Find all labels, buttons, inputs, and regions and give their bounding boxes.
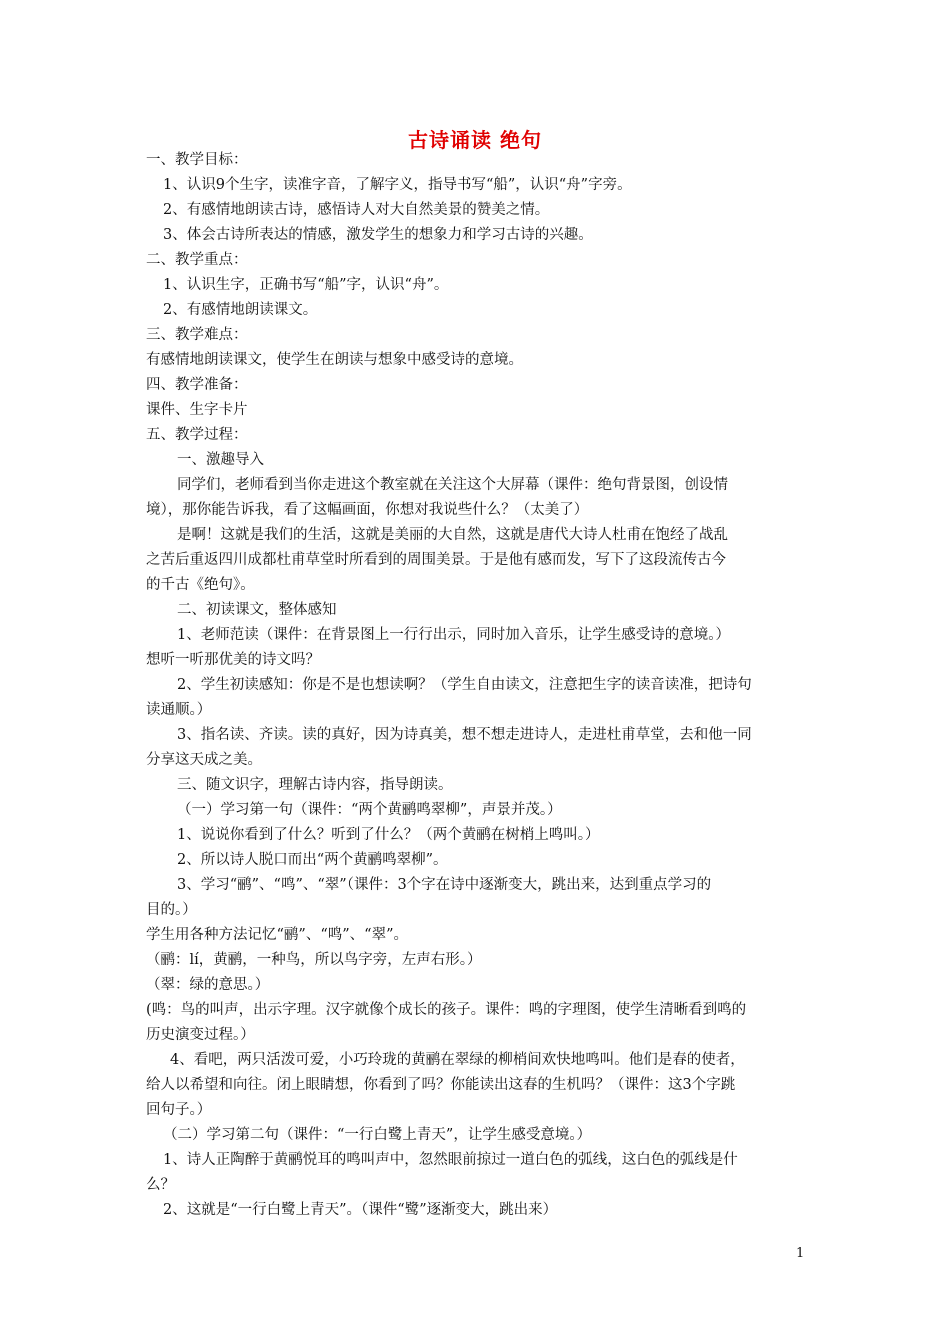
text-line: 3、学习“鹂”、“鸣”、“翠”（课件：3个字在诗中逐渐变大，跳出来，达到重点学习的: [177, 877, 712, 893]
text-line: 4、看吧，两只活泼可爱，小巧玲珑的黄鹂在翠绿的柳梢间欢快地鸣叫。他们是春的使者，: [170, 1052, 745, 1068]
text-line: 境），那你能告诉我，看了这幅画面，你想对我说些什么？（太美了）: [146, 502, 589, 518]
text-line: 一、激趣导入: [177, 452, 264, 468]
text-line: 读通顺。）: [146, 702, 212, 718]
text-line: 回句子。）: [146, 1102, 212, 1118]
text-line: 分享这天成之美。: [146, 752, 262, 768]
text-line: 学生用各种方法记忆“鹂”、“鸣”、“翠”。: [146, 927, 408, 943]
text-line: 历史演变过程。）: [146, 1027, 255, 1043]
text-line: （一）学习第一句（课件：“两个黄鹂鸣翠柳”，声景并茂。）: [177, 802, 562, 818]
text-line: 二、初读课文，整体感知: [177, 602, 337, 618]
text-line: 四、教学准备：: [146, 377, 248, 393]
text-line: 1、说说你看到了什么？听到了什么？（两个黄鹂在树梢上鸣叫。）: [177, 827, 600, 843]
text-line: 之苦后重返四川成都杜甫草堂时所看到的周围美景。于是他有感而发，写下了这段流传古今: [146, 552, 726, 568]
text-line: 1、老师范读（课件：在背景图上一行行出示，同时加入音乐，让学生感受诗的意境。）: [177, 627, 730, 643]
text-line: 1、认识生字，正确书写“船”字，认识“舟”。: [163, 277, 449, 293]
text-line: 2、这就是“一行白鹭上青天”。（课件“鹭”逐渐变大，跳出来）: [163, 1202, 558, 1218]
text-line: 么？: [146, 1177, 175, 1193]
text-line: （翠：绿的意思。）: [146, 977, 270, 993]
text-line: 目的。）: [146, 902, 197, 918]
text-line: 2、学生初读感知：你是不是也想读啊？（学生自由读文，注意把生字的读音读准，把诗句: [177, 677, 752, 693]
text-line: 2、所以诗人脱口而出“两个黄鹂鸣翠柳”。: [177, 852, 448, 868]
text-line: 一、教学目标：: [146, 152, 248, 168]
text-line: (鸣：鸟的叫声，出示字理。汉字就像个成长的孩子。课件：鸣的字理图，使学生清晰看到鸣的: [146, 1002, 747, 1018]
text-line: 2、有感情地朗读课文。: [163, 302, 318, 318]
text-line: 给人以希望和向往。闭上眼睛想，你看到了吗？你能读出这春的生机吗？（课件：这3个字跳: [146, 1077, 736, 1093]
text-line: 2、有感情地朗读古诗，感悟诗人对大自然美景的赞美之情。: [163, 202, 550, 218]
text-line: 三、教学难点：: [146, 327, 248, 343]
document-title: 古诗诵读 绝句: [408, 128, 542, 152]
text-line: 三、随文识字，理解古诗内容，指导朗读。: [177, 777, 453, 793]
text-line: 五、教学过程：: [146, 427, 248, 443]
text-line: 1、诗人正陶醉于黄鹂悦耳的鸣叫声中，忽然眼前掠过一道白色的弧线，这白色的弧线是什: [163, 1152, 738, 1168]
text-line: 1、认识9个生字，读准字音，了解字义，指导书写“船”，认识“舟”字旁。: [163, 177, 632, 193]
text-line: 有感情地朗读课文，使学生在朗读与想象中感受诗的意境。: [146, 352, 523, 368]
text-line: 是啊！这就是我们的生活，这就是美丽的大自然，这就是唐代大诗人杜甫在饱经了战乱: [177, 527, 728, 543]
text-line: 二、教学重点：: [146, 252, 248, 268]
page-number: 1: [796, 1246, 805, 1261]
text-line: 想听一听那优美的诗文吗？: [146, 652, 320, 668]
text-line: 3、体会古诗所表达的情感，激发学生的想象力和学习古诗的兴趣。: [163, 227, 593, 243]
text-line: （二）学习第二句（课件：“一行白鹭上青天”，让学生感受意境。）: [163, 1127, 592, 1143]
text-line: 的千古《绝句》。: [146, 577, 255, 593]
text-line: 课件、生字卡片: [146, 402, 248, 418]
text-line: 3、指名读、齐读。读的真好，因为诗真美，想不想走进诗人，走进杜甫草堂，去和他一同: [177, 727, 752, 743]
text-line: 同学们，老师看到当你走进这个教室就在关注这个大屏幕（课件：绝句背景图，创设情: [177, 477, 728, 493]
text-line: （鹂：lí，黄鹂，一种鸟，所以鸟字旁，左声右形。）: [146, 952, 482, 968]
